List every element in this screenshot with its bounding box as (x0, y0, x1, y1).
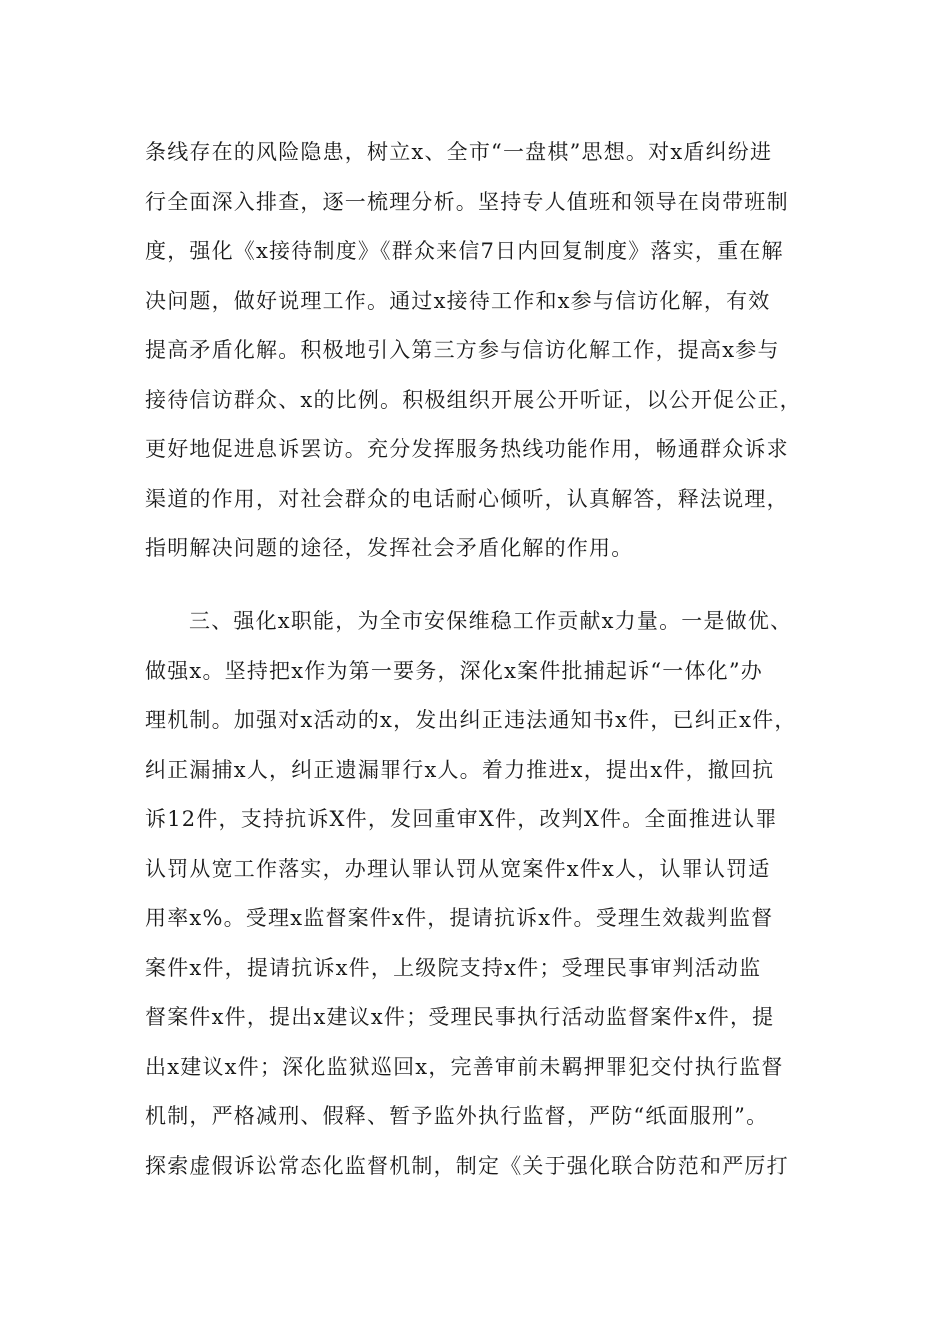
paragraph-line: 决问题，做好说理工作。通过x接待工作和x参与信访化解，有效 (145, 288, 771, 313)
paragraph-line: 纠正漏捕x人，纠正遗漏罪行x人。着力推进x，提出x件，撤回抗 (145, 757, 775, 782)
paragraph-line: 探索虚假诉讼常态化监督机制，制定《关于强化联合防范和严厉打 (145, 1153, 789, 1178)
paragraph-line: 渠道的作用，对社会群众的电话耐心倾听，认真解答，释法说理， (145, 486, 789, 511)
paragraph-line: 接待信访群众、x的比例。积极组织开展公开听证，以公开促公正， (145, 387, 802, 412)
paragraph-line: 更好地促进息诉罢访。充分发挥服务热线功能作用，畅通群众诉求 (145, 437, 789, 461)
paragraph-line: 用率x%。受理x监督案件x件，提请抗诉x件。受理生效裁判监督 (145, 906, 774, 930)
paragraph-line: 督案件x件，提出x建议x件；受理民事执行活动监督案件x件，提 (145, 1005, 775, 1029)
paragraph-line: 条线存在的风险隐患，树立x、全市“一盘棋”思想。对x盾纠纷进 (145, 140, 773, 164)
paragraph-line: 做强x。坚持把x作为第一要务，深化x案件批捕起诉“一体化”办 (145, 658, 763, 683)
paragraph-line: 认罚从宽工作落实，办理认罪认罚从宽案件x件x人，认罪认罚适 (145, 856, 771, 881)
paragraph-line: 行全面深入排查，逐一梳理分析。坚持专人值班和领导在岗带班制 (145, 189, 789, 214)
paragraph-heading-line: 三、强化x职能，为全市安保维稳工作贡献x力量。一是做优、 (189, 609, 793, 633)
paragraph-1 (145, 128, 810, 574)
paragraph-line: 案件x件，提请抗诉x件，上级院支持x件；受理民事审判活动监 (145, 955, 762, 980)
paragraph-line: 机制，严格减刑、假释、暂予监外执行监督，严防“纸面服刑”。 (145, 1104, 769, 1128)
paragraph-line: 提高矛盾化解。积极地引入第三方参与信访化解工作，提高x参与 (145, 338, 780, 362)
paragraph-line: 指明解决问题的途径，发挥社会矛盾化解的作用。 (145, 536, 634, 560)
paragraph-line: 出x建议x件；深化监狱巡回x，完善审前未羁押罪犯交付执行监督 (145, 1054, 784, 1079)
paragraph-line: 诉12件，支持抗诉X件，发回重审X件，改判X件。全面推进认罪 (145, 807, 778, 831)
paragraph-2 (145, 597, 810, 1191)
paragraph-line: 度，强化《x接待制度》《群众来信7日内回复制度》落实，重在解 (145, 239, 784, 263)
paragraph-line: 理机制。加强对x活动的x，发出纠正违法通知书x件，已纠正x件， (145, 708, 797, 732)
